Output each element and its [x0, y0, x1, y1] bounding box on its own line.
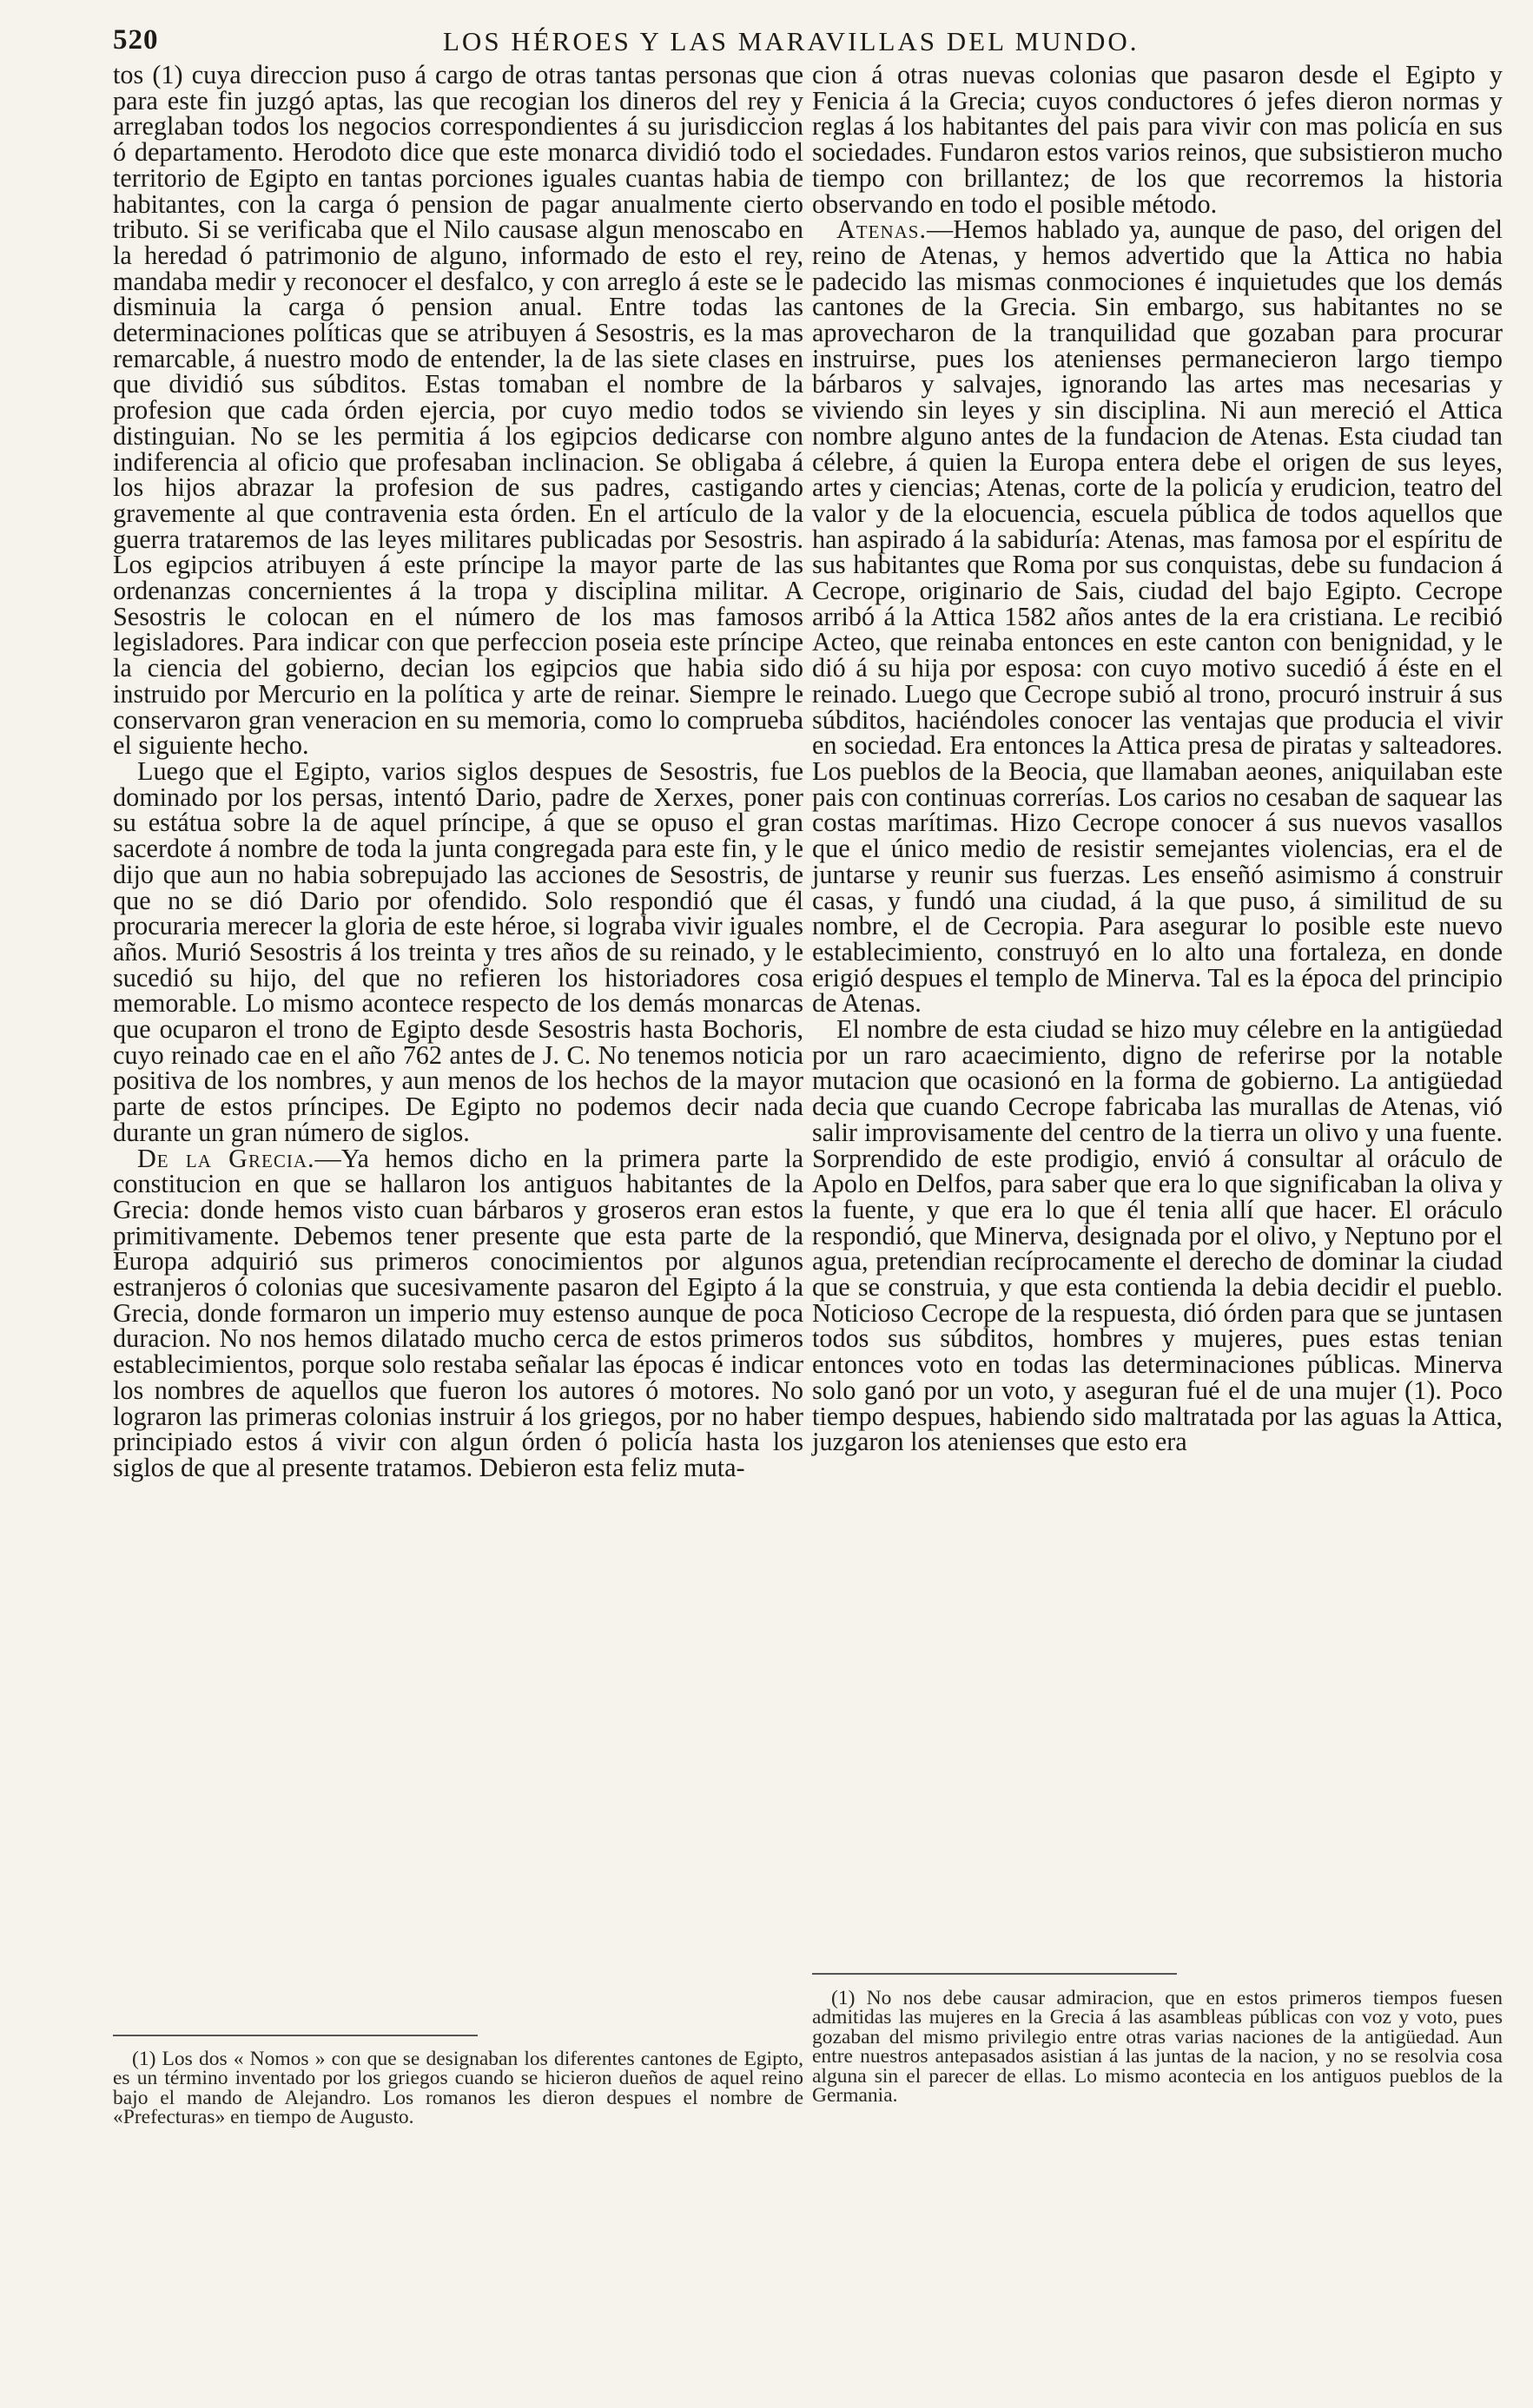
running-title: LOS HÉROES Y LAS MARAVILLAS DEL MUNDO. [443, 26, 1140, 56]
paragraph-olive-fountain: El nombre de esta ciudad se hizo muy célebre en la antigüedad por un raro acaecimiento, digno de referirse por la notable mutacion que ocasionó en la forma de gobierno. La antigüedad decia que cuando Cecrope fabricaba las murallas de Atenas, vió salir improvisamente del centro de la tierra un olivo y una fuente. Sorprendido de este prodigio, envió á consultar al oráculo de Apolo en Delfos, para saber que era lo que significaban la oliva y la fuente, y que era lo que él tenia allí que hacer. El oráculo respondió, que Minerva, designada por el olivo, y Neptuno por el agua, pretendian recíprocamente el derecho de dominar la ciudad que se construia, y que esta contienda la debia decidir el pueblo. Noticioso Cecrope de la respuesta, dió órden para que se juntasen todos sus súbditos, hombres y mujeres, pues estas tenian entonces voto en todas las determinaciones públicas. Minerva solo ganó por un voto, y aseguran fué el de una mujer (1). Poco tiempo despues, habiendo sido maltratada por las aguas la Attica, juzgaron los atenienses que esto era [812, 1014, 1503, 1457]
left-column [113, 60, 803, 1482]
paragraph-athens [812, 214, 1503, 1019]
footnote-nomos: (1) Los dos « Nomos » con que se designaban los diferentes cantones de Egipto, es un término inventado por los griegos cuando se hicieron dueños de aquel reino bajo el mando de Alejandro. Los romanos les dieron despues el nombre de «Prefecturas» en tiempo de Augusto. [113, 2048, 803, 2129]
paragraph-greece-text: —Ya hemos dicho en la primera parte la constitucion en que se hallaron los antiguos habitantes de la Grecia: donde hemos visto cuan bárbaros y groseros eran estos primitivamente. Debemos tener presente que esta parte de la Europa adquirió sus primeros conocimientos por algunos estranjeros ó colonias que sucesivamente pasaron del Egipto á la Grecia, donde formaron un imperio muy estenso aunque de poca duracion. No nos hemos dilatado mucho cerca de estos primeros establecimientos, porque solo restaba señalar las épocas é indicar los nombres de aquellos que fueron los autores ó motores. No lograron las primeras colonias instruir á los griegos, por no haber principiado estos á vivir con algun órden ó policía hasta los siglos de que al presente tratamos. Debieron esta feliz muta- [113, 1143, 803, 1482]
page-header [113, 19, 1485, 64]
footnote-left [113, 2049, 803, 2128]
paragraph-colonies: cion á otras nuevas colonias que pasaron desde el Egipto y Fenicia á la Grecia; cuyos conductores ó jefes dieron normas y reglas á los habitantes del pais para vivir con mas policía en sus sociedades. Fundaron estos varios reinos, que subsistieron mucho tiempo con brillantez; de los que recorremos la historia observando en todo el posible método. [812, 60, 1503, 219]
footnote-divider-right [812, 1973, 1177, 1975]
paragraph-greece [113, 1143, 803, 1482]
footnote-women-vote: (1) No nos debe causar admiracion, que en estos primeros tiempos fuesen admitidas las mujeres en la Grecia á las asambleas públicas con voz y voto, pues gozaban del mismo privilegio entre otras varias naciones de la antigüedad. Aun entre nuestros antepasados asistian á las juntas de la nacion, y no se resolvia cosa alguna sin el parecer de ellas. Lo mismo acontecia en los antiguos pueblos de la Germania. [812, 1987, 1503, 2108]
page-number: 520 [113, 24, 159, 56]
footnote-divider-left [113, 2035, 478, 2036]
section-heading-athens: Atenas. [836, 214, 928, 245]
paragraph-egypt-nomos: tos (1) cuya direccion puso á cargo de otras tantas personas que para este fin juzgó aptas, las que recogian los dineros del rey y arreglaban todos los negocios correspondientes á su jurisdiccion ó departamento. Herodoto dice que este monarca dividió todo el territorio de Egipto en tantas porciones iguales cuantas habia de habitantes, con la carga ó pension de pagar anualmente cierto tributo. Si se verificaba que el Nilo causase algun menoscabo en la heredad ó patrimonio de alguno, informado de esto el rey, mandaba medir y reconocer el desfalco, y con arreglo á este se le disminuia la carga ó pension anual. Entre todas las determinaciones políticas que se atribuyen á Sesostris, es la mas remarcable, á nuestro modo de entender, la de las siete clases en que dividió sus súbditos. Estas tomaban el nombre de la profesion que cada órden ejercia, por cuyo medio todos se distinguian. No se les permitia á los egipcios dedicarse con indiferencia al oficio que profesaban inclinacion. Se obligaba á los hijos abrazar la profesion de sus padres, castigando gravemente al que contravenia esta órden. En el artículo de la guerra trataremos de las leyes militares publicadas por Sesostris. Los egipcios atribuyen á este príncipe la mayor parte de las ordenanzas concernientes á la tropa y disciplina militar. A Sesostris le colocan en el número de los mas famosos legisladores. Para indicar con que perfeccion poseia este príncipe la ciencia del gobierno, decian los egipcios que habia sido instruido por Mercurio en la política y arte de reinar. Siempre le conservaron gran veneracion en su memoria, como lo comprueba el siguiente hecho. [113, 60, 803, 761]
paragraph-athens-text: —Hemos hablado ya, aunque de paso, del origen del reino de Atenas, y hemos advertido que la Attica no habia padecido las mismas conmociones é inquietudes que los demás cantones de la Grecia. Sin embargo, sus habitantes no se aprovecharon de la tranquilidad que gozaban para procurar instruirse, pues los atenienses permanecieron largo tiempo bárbaros y salvajes, ignorando las artes mas necesarias y viviendo sin leyes y sin disciplina. Ni aun mereció el Attica nombre alguno antes de la fundacion de Atenas. Esta ciudad tan célebre, á quien la Europa entera debe el origen de sus leyes, artes y ciencias; Atenas, corte de la policía y erudicion, teatro del valor y de la elocuencia, escuela pública de todos aquellos que han aspirado á la sabiduría: Atenas, mas famosa por el espíritu de sus habitantes que Roma por sus conquistas, debe su fundacion á Cecrope, originario de Sais, ciudad del bajo Egipto. Cecrope arribó á la Attica 1582 años antes de la era cristiana. Le recibió Acteo, que reinaba entonces en este canton con benignidad, y le dió á su hija por esposa: con cuyo motivo sucedió á éste en el reinado. Luego que Cecrope subió al trono, procuró instruir á sus súbditos, haciéndoles conocer las ventajas que producia el vivir en sociedad. Era entonces la Attica presa de piratas y salteadores. Los pueblos de la Beocia, que llamaban aeones, aniquilaban este pais con continuas correrías. Los carios no cesaban de saquear las costas marítimas. Hizo Cecrope conocer á sus nuevos vasallos que el único medio de resistir semejantes violencias, era el de juntarse y reunir sus fuerzas. Les enseñó asimismo á construir casas, y fundó una ciudad, á la que puso, á similitud de su nombre, el de Cecropia. Para asegurar lo posible este nuevo establecimiento, construyó en lo alto una fortaleza, en donde erigió despues el templo de Minerva. Tal es la época del principio de Atenas. [812, 214, 1503, 1019]
footnote-right [812, 1987, 1503, 2108]
section-heading-greece: De la Grecia. [137, 1143, 315, 1173]
paragraph-sesostris-darius: Luego que el Egipto, varios siglos despues de Sesostris, fue dominado por los persas, intentó Dario, padre de Xerxes, poner su estátua sobre la de aquel príncipe, á que se opuso el gran sacerdote á nombre de toda la junta congregada para este fin, y le dijo que aun no habia sobrepujado las acciones de Sesostris, de que no se dió Dario por ofendido. Solo respondió que él procuraria merecer la gloria de este héroe, si lograba vivir iguales años. Murió Sesostris á los treinta y tres años de su reinado, y le sucedió su hijo, del que no refieren los historiadores cosa memorable. Lo mismo acontece respecto de los demás monarcas que ocuparon el trono de Egipto desde Sesostris hasta Bochoris, cuyo reinado cae en el año 762 antes de J. C. No tenemos noticia positiva de los nombres, y aun menos de los hechos de la mayor parte de estos príncipes. De Egipto no podemos decir nada durante un gran número de siglos. [113, 755, 803, 1147]
right-column [812, 60, 1503, 1457]
